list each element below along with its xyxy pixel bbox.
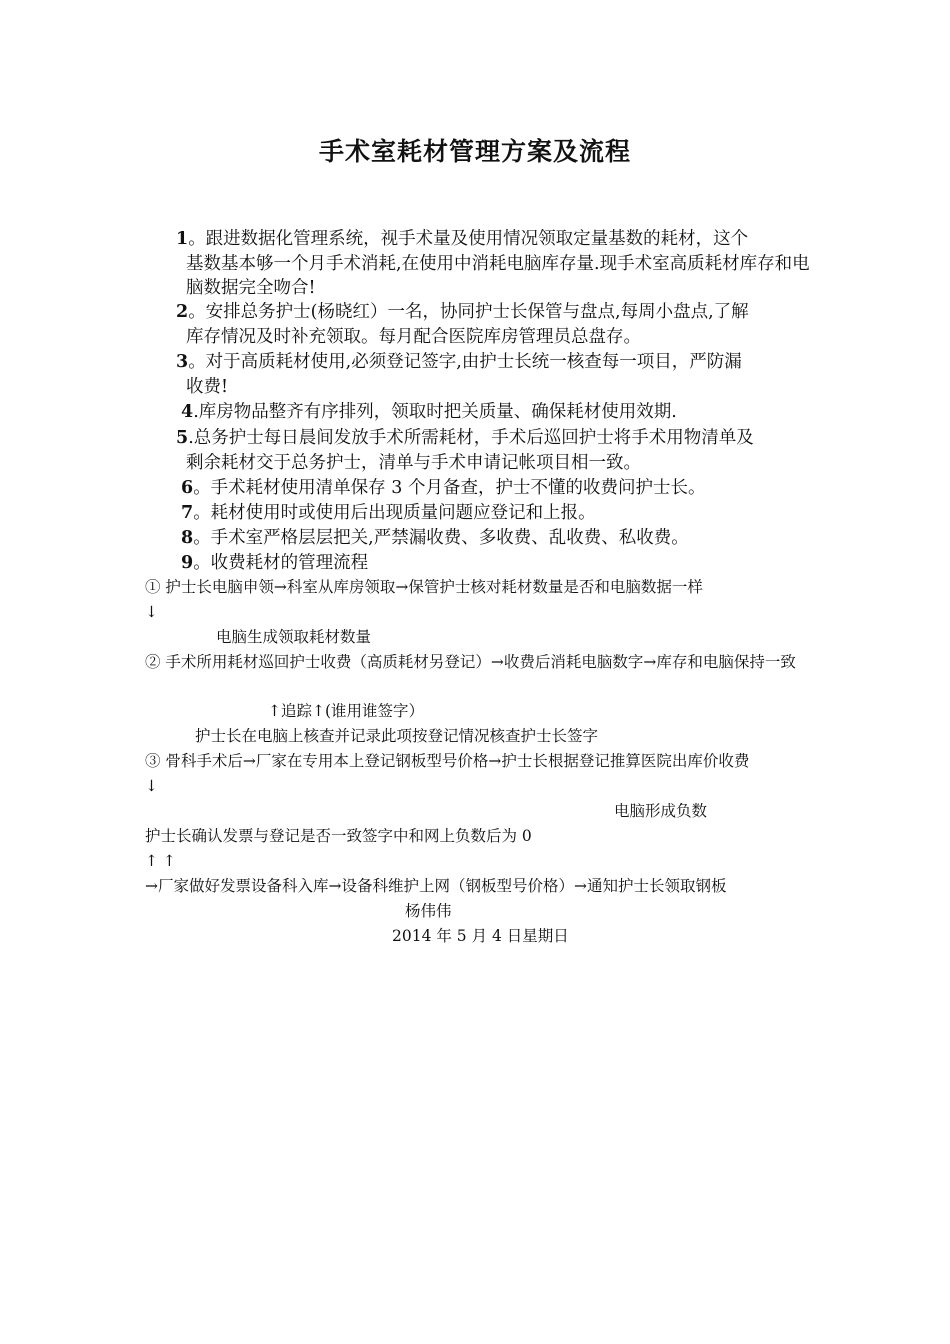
- item-number: 5: [176, 428, 189, 448]
- item-number: 9: [181, 553, 194, 573]
- flow-confirm: 护士长确认发票与登记是否一致签字中和网上负数后为 0: [145, 827, 532, 845]
- item-number: 6: [181, 478, 194, 498]
- item-number: 3: [176, 352, 189, 372]
- item-number: 1: [176, 229, 189, 249]
- flow-arrow-down: ↓: [145, 603, 158, 621]
- item-text: 。耗材使用时或使用后出现质量问题应登记和上报。: [193, 503, 596, 523]
- list-item: [176, 300, 816, 349]
- flow-negative: 电脑形成负数: [614, 802, 708, 820]
- flow-result: 电脑生成领取耗材数量: [216, 628, 372, 646]
- item-text: 。安排总务护士(杨晓红）一名，协同护士长保管与盘点,每周小盘点,了解: [188, 302, 749, 322]
- list-item: [176, 227, 816, 301]
- item-text: 。手术室严格层层把关,严禁漏收费、多收费、乱收费、私收费。: [193, 528, 689, 548]
- signature: 杨伟伟: [405, 902, 452, 920]
- list-item: [181, 551, 821, 576]
- item-text: 。对于高质耗材使用,必须登记签字,由护士长统一核查每一项目，严防漏: [188, 352, 742, 372]
- item-text: 。手术耗材使用清单保存 3 个月备查，护士不懂的收费问护士长。: [193, 478, 706, 498]
- item-number: 4: [181, 402, 194, 422]
- document-title: 手术室耗材管理方案及流程: [318, 137, 631, 166]
- flow-step-2: ② 手术所用耗材巡回护士收费（高质耗材另登记）→收费后消耗电脑数字→库存和电脑保持一致: [145, 653, 796, 671]
- date: 2014 年 5 月 4 日星期日: [392, 927, 569, 945]
- list-item: [181, 400, 821, 425]
- list-item: [181, 476, 821, 501]
- item-text: 。收费耗材的管理流程: [193, 553, 369, 573]
- item-text: 。跟进数据化管理系统，视手术量及使用情况领取定量基数的耗材，这个: [188, 229, 749, 249]
- item-continuation: 基数基本够一个月手术消耗,在使用中消耗电脑库存量.现手术室高质耗材库存和电脑数据完全吻合!: [186, 253, 810, 298]
- item-text: .总务护士每日晨间发放手术所需耗材，手术后巡回护士将手术用物清单及: [188, 428, 754, 448]
- flow-check: 护士长在电脑上核查并记录此项按登记情况核查护士长签字: [195, 727, 599, 745]
- item-number: 2: [176, 302, 189, 322]
- item-number: 7: [181, 503, 194, 523]
- flow-trace: ↑追踪↑(谁用谁签字）: [268, 702, 425, 720]
- flow-step-3: ③ 骨科手术后→厂家在专用本上登记钢板型号价格→护士长根据登记推算医院出库价收费: [145, 752, 750, 770]
- flow-arrow-down-2: ↓: [145, 777, 158, 795]
- flow-arrow-up: ↑ ↑: [145, 852, 176, 870]
- flow-chain: →厂家做好发票设备科入库→设备科维护上网（钢板型号价格）→通知护士长领取钢板: [145, 877, 727, 895]
- list-item: [181, 501, 821, 526]
- list-item: [176, 350, 816, 399]
- list-item: [181, 526, 821, 551]
- item-text: .库房物品整齐有序排列，领取时把关质量、确保耗材使用效期.: [193, 402, 677, 422]
- item-continuation: 剩余耗材交于总务护士，清单与手术申请记帐项目相一致。: [186, 452, 641, 473]
- item-continuation: 收费!: [186, 376, 229, 397]
- item-number: 8: [181, 528, 194, 548]
- item-continuation: 库存情况及时补充领取。每月配合医院库房管理员总盘存。: [186, 326, 641, 347]
- list-item: [176, 426, 816, 475]
- flow-step-1: ① 护士长电脑申领→科室从库房领取→保管护士核对耗材数量是否和电脑数据一样: [145, 578, 703, 596]
